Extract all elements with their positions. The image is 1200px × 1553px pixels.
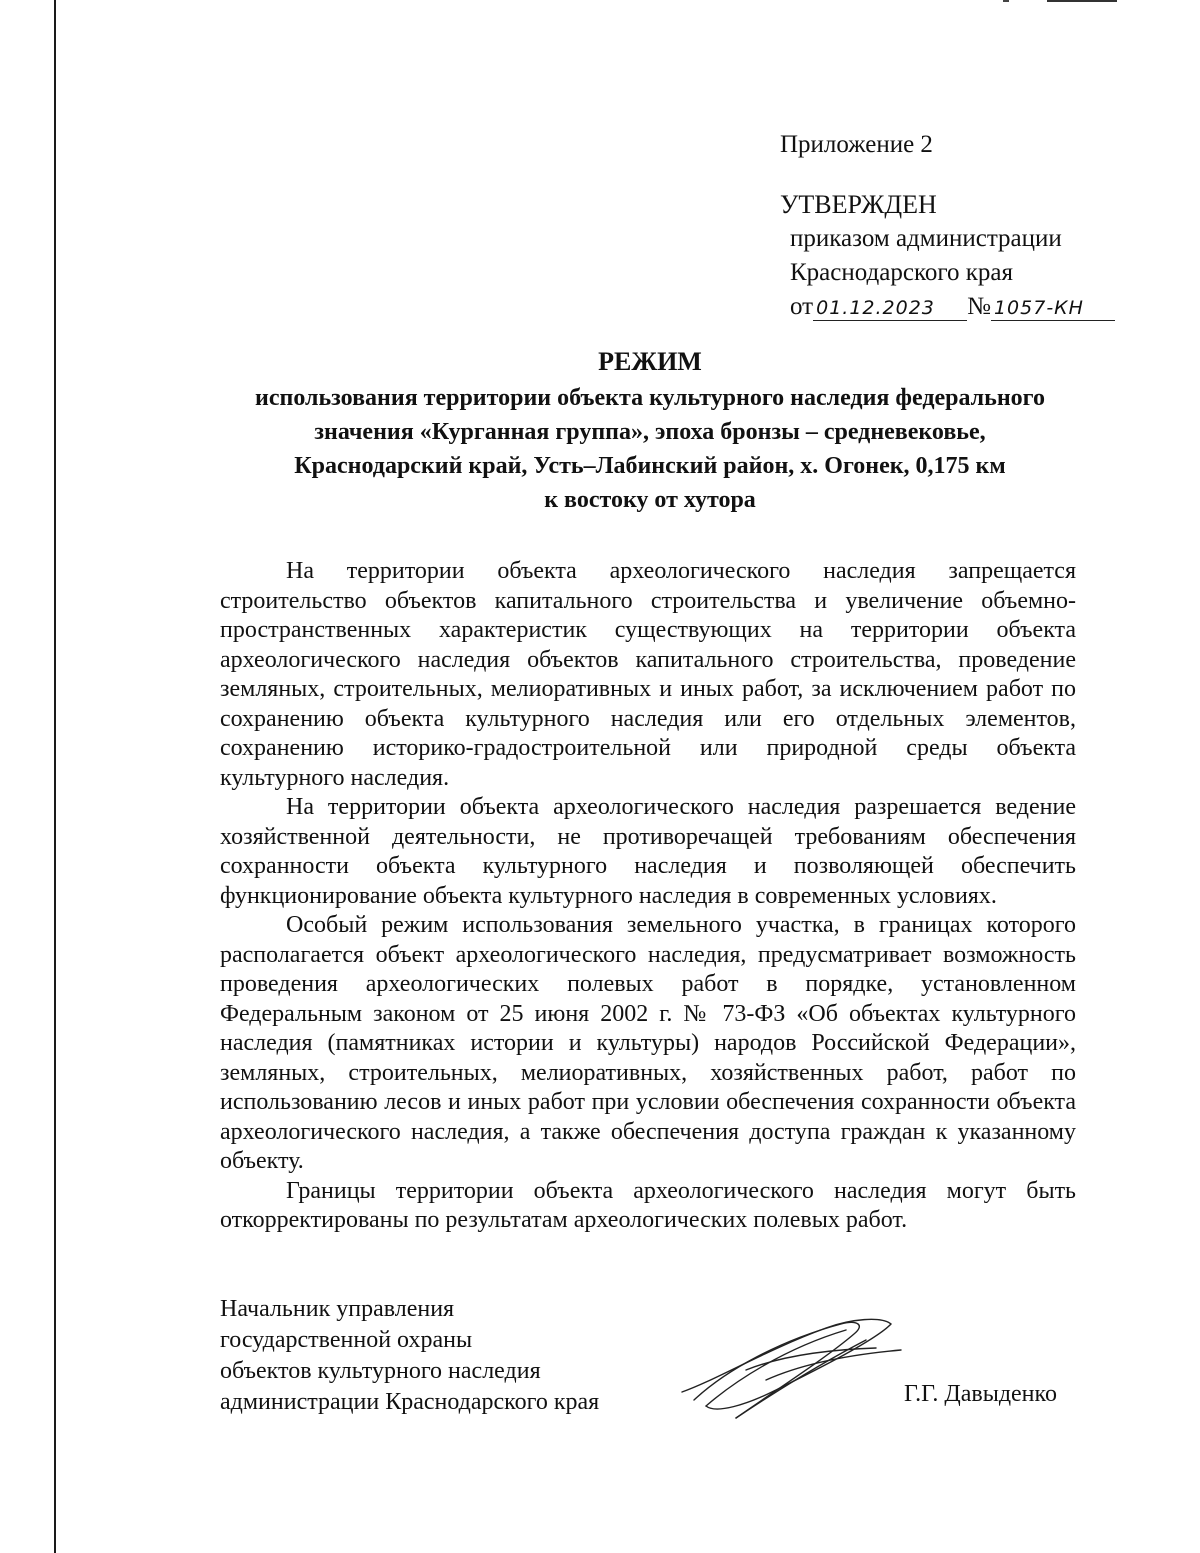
paragraph: На территории объекта археологического наследия разрешается ведение хозяйственной деятельности, не противоречащей требованиям обеспечения сохранности объекта культурного наследия и позволяющей обеспечить функционирование объекта культурного наследия в современных условиях. xyxy=(220,794,1076,909)
signatory-title-line: Начальник управления xyxy=(220,1296,455,1322)
paragraph: Границы территории объекта археологического наследия могут быть откорректированы по результатам археологических полевых работ. xyxy=(220,1177,1076,1233)
approval-line-1: приказом администрации xyxy=(790,225,1062,252)
number-sign: № xyxy=(967,293,991,320)
paragraph: Особый режим использования земельного участка, в границах которого располагается объект археологического наследия, предусматривает возможность проведения археологических полевых работ в порядке, установленном Федеральным законом от 25 июня 2002 г. № 73-ФЗ «Об объектах культурного наследия (памятниках истории и культуры) народов Российской Федерации», земляных, строительных, мелиоративных, хозяйственных работ, работ по использованию лесов и иных работ при условии обеспечения сохранности объекта археологического наследия, а также обеспечения доступа граждан к указанному объекту. xyxy=(220,912,1076,1174)
signatory-title xyxy=(220,1294,599,1418)
signatory-title-line: объектов культурного наследия xyxy=(220,1358,541,1384)
approval-date-number-line xyxy=(790,290,1115,324)
approval-block xyxy=(780,128,1115,324)
approved-stamp-text: УТВЕРЖДЕН xyxy=(780,190,937,219)
title-line-3: Краснодарский край, Усть–Лабинский район, х. Огонек, 0,175 км xyxy=(294,453,1006,479)
signatory-title-line: администрации Краснодарского края xyxy=(220,1389,600,1415)
paragraph: На территории объекта археологического наследия запрещается строительство объектов капитального строительства и увеличение объемно-пространственных характеристик существующих на территории объекта археологического наследия объектов капитального строительства, проведение земляных, строительных, мелиоративных и иных работ, за исключением работ по сохранению объекта культурного наследия или его отдельных элементов, сохранению историко-градостроительной или природной среды объекта культурного наследия. xyxy=(220,558,1076,791)
approval-line-2: Краснодарского края xyxy=(790,259,1013,286)
signatory-name: Г.Г. Давыденко xyxy=(904,1381,1057,1407)
document-body xyxy=(220,557,1076,1236)
handwritten-signature xyxy=(676,1310,906,1430)
from-prefix: от xyxy=(790,293,814,320)
scan-artifact xyxy=(1047,0,1117,2)
title-line-4: к востоку от хутора xyxy=(544,487,756,513)
signatory-title-line: государственной охраны xyxy=(220,1327,473,1353)
title-line-2: значения «Курганная группа», эпоха бронзы – средневековье, xyxy=(314,419,986,445)
title-line-1: использования территории объекта культурного наследия федерального xyxy=(255,385,1045,411)
document-title xyxy=(150,346,1150,517)
appendix-label: Приложение 2 xyxy=(780,131,933,158)
scan-border-line xyxy=(54,0,56,1553)
handwritten-number: 1057-КН xyxy=(991,296,1115,321)
handwritten-date: 01.12.2023 xyxy=(813,296,967,321)
title-main: РЕЖИМ xyxy=(598,347,702,376)
scan-artifact xyxy=(1003,0,1009,2)
